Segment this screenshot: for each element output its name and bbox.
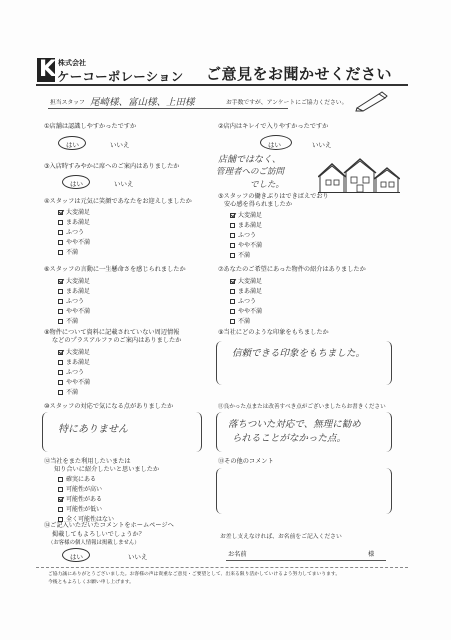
q6-option-0[interactable]: 大変満足 [58, 277, 90, 286]
checkbox-icon [58, 220, 63, 225]
q3-note-line2: 管理者へのご訪問 [216, 167, 285, 177]
name-input-line[interactable] [226, 560, 386, 561]
q12-option-3[interactable]: 可能性が低い [58, 505, 102, 514]
q12-option-2[interactable]: 可能性がある [58, 495, 102, 504]
header-divider [36, 84, 408, 86]
checkbox-icon [58, 230, 63, 235]
q12-label: ⑫当社をまた利用したいまたは [44, 458, 131, 465]
checkbox-icon [58, 517, 63, 522]
q1-yes-circle [58, 136, 86, 150]
q5-option-3[interactable]: やや不満 [230, 241, 262, 250]
checkbox-icon [230, 223, 235, 228]
checkbox-icon [58, 390, 63, 395]
q5-label-2: 安心感を得られましたか [224, 201, 293, 208]
q2-label: ②店内はキレイで入りやすかったですか [218, 123, 329, 130]
q2-yes-circle [260, 135, 292, 150]
q1-yes[interactable]: はい [66, 141, 79, 149]
checkbox-icon [230, 299, 235, 304]
checkbox-icon [58, 507, 63, 512]
checkbox-icon [58, 240, 63, 245]
checkbox-icon [58, 319, 63, 324]
checkbox-checked-icon [58, 210, 63, 215]
q7-option-1[interactable]: まあ満足 [230, 287, 262, 296]
q4-label: ④スタッフは元気に笑顔であなたをお迎えしましたか [44, 198, 192, 205]
page-title: ご意見をお聞かせください [206, 65, 393, 83]
q14-yes[interactable]: はい [70, 553, 83, 561]
checkbox-icon [58, 380, 63, 385]
q3-note-line3: でした。 [250, 180, 285, 190]
q9-label: ⑨当社にどのような印象をもちましたか [218, 329, 329, 336]
q5-option-4[interactable]: 不満 [230, 251, 250, 260]
footer-line-1: ご協力誠にありがとうございました。お客様の声は貴重なご意見・ご要望として、出来る限り活かしていけるよう努力してまいります。 [48, 572, 341, 577]
q5-option-0[interactable]: 大変満足 [230, 211, 262, 220]
checkbox-icon [58, 250, 63, 255]
name-note: お差し支えなければ、お名前をご記入ください [220, 534, 342, 540]
q8-option-1[interactable]: まあ満足 [58, 358, 90, 367]
q8-option-3[interactable]: やや不満 [58, 378, 90, 387]
q9-answer: 信頼できる印象をもちました。 [232, 348, 366, 359]
checkbox-icon [230, 319, 235, 324]
q6-option-2[interactable]: ふつう [58, 297, 84, 306]
q1-no[interactable]: いいえ [110, 141, 130, 149]
q2-yes[interactable]: はい [268, 141, 281, 149]
checkbox-icon [58, 360, 63, 365]
q7-option-2[interactable]: ふつう [230, 297, 256, 306]
q12-option-1[interactable]: 可能性が高い [58, 485, 102, 494]
q12-option-4[interactable]: 全く可能性はない [58, 515, 114, 524]
checkbox-icon [230, 233, 235, 238]
footer-divider [36, 567, 408, 568]
q8-option-4[interactable]: 不満 [58, 388, 78, 397]
name-label: お名前 [228, 551, 247, 558]
q6-option-4[interactable]: 不満 [58, 317, 78, 326]
checkbox-checked-icon [230, 279, 235, 284]
q5-option-1[interactable]: まあ満足 [230, 221, 262, 230]
q14-no[interactable]: いいえ [128, 553, 148, 561]
checkbox-checked-icon [58, 497, 63, 502]
staff-names: 尾崎様、富山様、上田様 [90, 97, 195, 108]
q4-option-4[interactable]: 不満 [58, 248, 78, 257]
q6-option-1[interactable]: まあ満足 [58, 287, 90, 296]
q5-label: ⑤スタッフの働きぶりはできばえでおり [218, 193, 329, 200]
checkbox-icon [230, 243, 235, 248]
checkbox-icon [58, 370, 63, 375]
q11-label: ⑪良かった点または改善すべき点がございましたらお書きください [218, 404, 386, 410]
checkbox-icon [58, 299, 63, 304]
checkbox-icon [58, 289, 63, 294]
q8-option-2[interactable]: ふつう [58, 368, 84, 377]
checkbox-icon [230, 253, 235, 258]
name-honorific: 様 [368, 551, 375, 558]
q11-answer-line1: 落ちついた対応で、無理に勧め [228, 419, 361, 430]
q4-option-1[interactable]: まあ満足 [58, 218, 90, 227]
q8-label-2: などのプラスアルファのご案内はありましたか [52, 337, 182, 344]
checkbox-icon [58, 309, 63, 314]
pen-icon [355, 90, 389, 112]
q4-option-2[interactable]: ふつう [58, 228, 84, 237]
q10-label: ⑩スタッフの対応で気になる点がありましたか [44, 403, 174, 410]
checkbox-icon [230, 289, 235, 294]
staff-label: 担当スタッフ [50, 100, 85, 106]
house-illustration [318, 158, 400, 194]
q12-label-2: 知り合いに紹介したいと思いましたか [54, 466, 160, 473]
checkbox-icon [58, 477, 63, 482]
q11-answer-line2: られることがなかった点。 [232, 433, 347, 444]
q12-option-0[interactable]: 確実にある [58, 475, 96, 484]
company-name: ケーコーポレーション [57, 69, 184, 84]
q14-label: ⑭ご記入いただいたコメントをホームページへ [44, 522, 174, 529]
company-prefix: 株式会社 [58, 59, 86, 67]
q3-label: ③入店時すみやかに席へのご案内はありましたか [44, 163, 180, 170]
q14-yes-circle [62, 548, 90, 562]
q10-answer: 特にありません [58, 424, 128, 435]
q3-note-line1: 店舗ではなく、 [218, 155, 281, 165]
q3-yes-circle [62, 175, 90, 189]
q7-option-3[interactable]: やや不満 [230, 307, 262, 316]
q8-option-0[interactable]: 大変満足 [58, 348, 90, 357]
q7-label: ⑦あなたのご希望にあった物件の紹介はありましたか [218, 266, 366, 273]
staff-underline [48, 108, 288, 109]
q6-option-3[interactable]: やや不満 [58, 307, 90, 316]
checkbox-icon [230, 309, 235, 314]
request-text: お手数ですが、アンケートにご協力ください。 [226, 100, 348, 106]
q14-label-3: （お客様の個人情報は掲載しません） [48, 540, 140, 546]
q13-label: ⑬その他のコメント [218, 458, 274, 465]
q5-option-2[interactable]: ふつう [230, 231, 256, 240]
footer-line-2: 今後ともよろしくお願い申し上げます。 [48, 580, 134, 585]
q4-option-0[interactable]: 大変満足 [58, 208, 90, 217]
q7-option-4[interactable]: 不満 [230, 317, 250, 326]
checkbox-checked-icon [230, 213, 235, 218]
q14-label-2: 掲載してもよろしいでしょうか？ [52, 531, 145, 538]
q13-answer-box[interactable] [216, 468, 392, 514]
q3-no[interactable]: いいえ [114, 180, 134, 188]
q3-yes[interactable]: はい [70, 180, 83, 188]
q2-no[interactable]: いいえ [312, 141, 332, 149]
checkbox-checked-icon [58, 350, 63, 355]
q8-label: ⑧物件について資料に記載されていない周辺情報 [44, 329, 180, 336]
q1-label: ①店舗は認識しやすかったですか [44, 123, 137, 130]
checkbox-checked-icon [58, 279, 63, 284]
q6-label: ⑥スタッフの言動に一生懸命さを感じられましたか [44, 266, 186, 273]
checkbox-icon [58, 487, 63, 492]
q4-option-3[interactable]: やや不満 [58, 238, 90, 247]
q7-option-0[interactable]: 大変満足 [230, 277, 262, 286]
company-logo [37, 58, 55, 82]
